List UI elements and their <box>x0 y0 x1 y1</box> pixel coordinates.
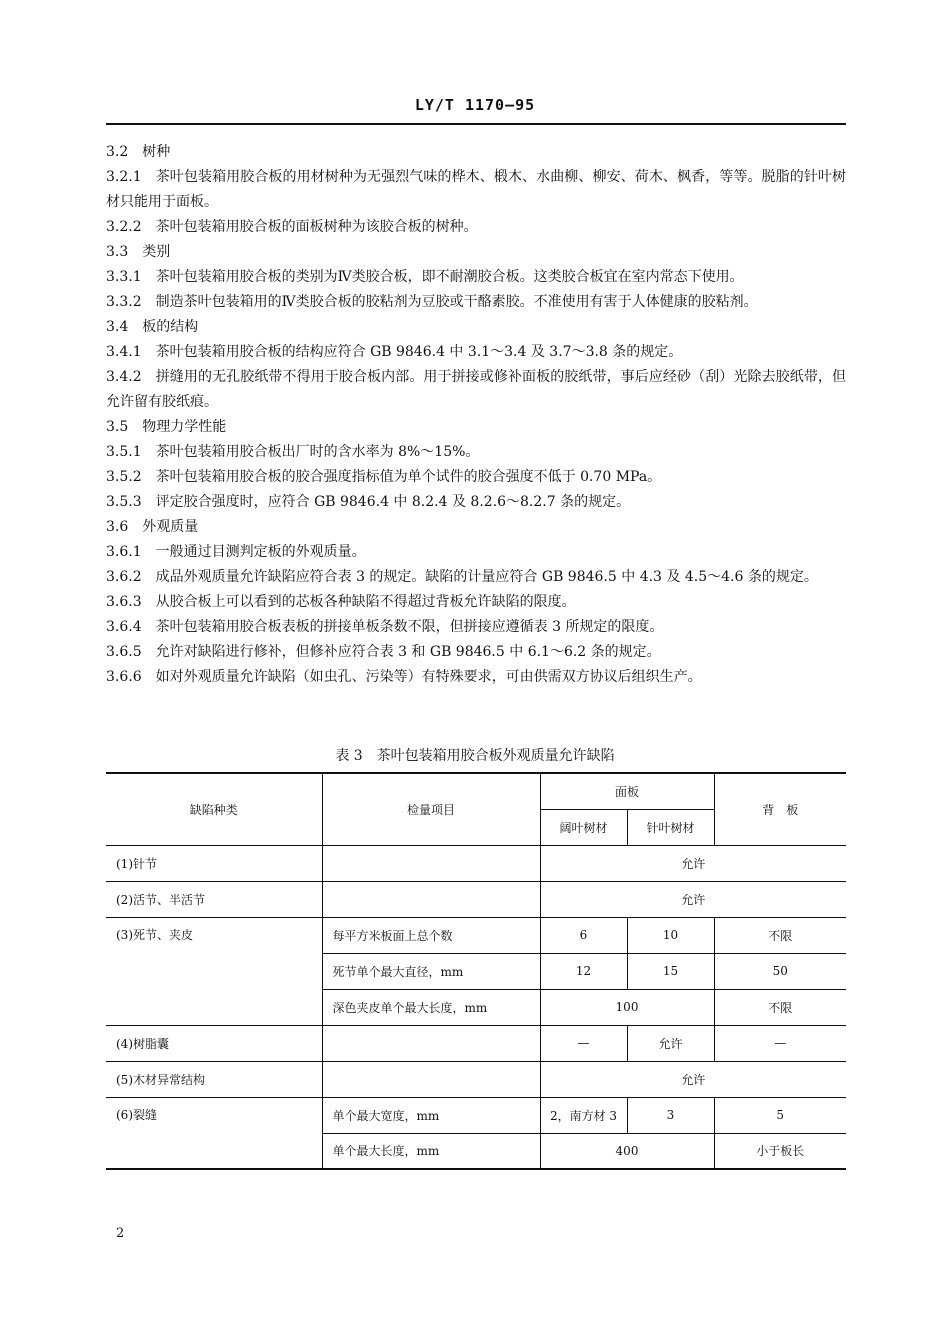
clause-number: 3.5.3 <box>106 494 142 510</box>
paragraph-3-2 <box>106 140 846 165</box>
clause-text: 一般通过目测判定板的外观质量。 <box>155 544 366 560</box>
paragraph-3-6-4 <box>106 615 846 640</box>
page-number: 2 <box>116 1226 125 1241</box>
face-cell: 100 <box>540 989 714 1025</box>
paragraph-3-6-2 <box>106 565 846 590</box>
clause-text: 茶叶包装箱用胶合板的胶合强度指标值为单个试件的胶合强度不低于 0.70 MPa。 <box>155 469 662 485</box>
clause-number: 3.5 <box>106 419 129 435</box>
paragraph-3-3-1 <box>106 265 846 290</box>
header-broadleaf: 阔叶树材 <box>540 809 627 845</box>
clause-text: 制造茶叶包装箱用的Ⅳ类胶合板的胶粘剂为豆胶或干酪素胶。不准使用有害于人体健康的胶粘剂。 <box>155 294 758 310</box>
paragraph-3-2-1 <box>106 165 846 215</box>
paragraph-3-6 <box>106 515 846 540</box>
clause-text: 允许对缺陷进行修补，但修补应符合表 3 和 GB 9846.5 中 6.1～6.2 条的规定。 <box>155 644 661 660</box>
inspection-item-cell <box>322 1061 540 1097</box>
broadleaf-cell: 12 <box>540 953 627 989</box>
header-face: 面板 <box>540 773 714 809</box>
back-cell: 小于板长 <box>714 1133 846 1169</box>
clause-text: 拼缝用的无孔胶纸带不得用于胶合板内部。用于拼接或修补面板的胶纸带，事后应经砂（刮）光除去胶纸带，但允许留有胶纸痕。 <box>106 369 846 410</box>
clause-number: 3.6.1 <box>106 544 142 560</box>
header-conifer: 针叶树材 <box>627 809 714 845</box>
header-inspection-item: 检量项目 <box>322 773 540 845</box>
paragraph-3-5-3 <box>106 490 846 515</box>
back-cell: 5 <box>714 1097 846 1133</box>
clause-text: 茶叶包装箱用胶合板出厂时的含水率为 8%～15%。 <box>155 444 480 460</box>
body-text <box>106 140 846 690</box>
paragraph-3-4-1 <box>106 340 846 365</box>
clause-text: 评定胶合强度时，应符合 GB 9846.4 中 8.2.4 及 8.2.6～8.2.7 条的规定。 <box>155 494 631 510</box>
defect-type-cell: (4)树脂囊 <box>106 1025 322 1061</box>
clause-number: 3.2 <box>106 144 129 160</box>
table-row <box>106 845 846 881</box>
inspection-item-cell <box>322 1025 540 1061</box>
inspection-item-cell: 死节单个最大直径，mm <box>322 953 540 989</box>
defect-type-cell: (3)死节、夹皮 <box>106 917 322 1025</box>
clause-number: 3.3.1 <box>106 269 142 285</box>
paragraph-3-5 <box>106 415 846 440</box>
header-rule <box>106 123 846 125</box>
standard-code-header: LY/T 1170—95 <box>414 96 536 114</box>
table-row <box>106 1025 846 1061</box>
conifer-cell: 3 <box>627 1097 714 1133</box>
clause-text: 成品外观质量允许缺陷应符合表 3 的规定。缺陷的计量应符合 GB 9846.5 中 4.3 及 4.5～4.6 条的规定。 <box>155 569 818 585</box>
clause-text: 从胶合板上可以看到的芯板各种缺陷不得超过背板允许缺陷的限度。 <box>155 594 576 610</box>
table-header-row <box>106 773 846 809</box>
table-row <box>106 917 846 953</box>
clause-text: 物理力学性能 <box>142 419 227 435</box>
defect-type-cell: (6)裂缝 <box>106 1097 322 1169</box>
clause-number: 3.6.4 <box>106 619 142 635</box>
paragraph-3-5-2 <box>106 465 846 490</box>
broadleaf-cell: 2，南方材 3 <box>540 1097 627 1133</box>
back-cell: 不限 <box>714 917 846 953</box>
inspection-item-cell <box>322 845 540 881</box>
face-cell: 400 <box>540 1133 714 1169</box>
inspection-item-cell: 单个最大宽度，mm <box>322 1097 540 1133</box>
clause-number: 3.3 <box>106 244 129 260</box>
clause-text: 茶叶包装箱用胶合板的类别为Ⅳ类胶合板，即不耐潮胶合板。这类胶合板宜在室内常态下使用。 <box>155 269 744 285</box>
table-row <box>106 1097 846 1133</box>
conifer-cell: 10 <box>627 917 714 953</box>
back-cell: — <box>714 1025 846 1061</box>
clause-text: 类别 <box>142 244 171 260</box>
clause-number: 3.2.1 <box>106 169 142 185</box>
clause-number: 3.6.6 <box>106 669 142 685</box>
table-caption: 表 3 茶叶包装箱用胶合板外观质量允许缺陷 <box>335 748 615 764</box>
clause-text: 茶叶包装箱用胶合板的结构应符合 GB 9846.4 中 3.1～3.4 及 3.7～3.8 条的规定。 <box>155 344 683 360</box>
defect-type-cell: (5)木材异常结构 <box>106 1061 322 1097</box>
inspection-item-cell: 每平方米板面上总个数 <box>322 917 540 953</box>
clause-text: 茶叶包装箱用胶合板的用材树种为无强烈气味的桦木、椴木、水曲柳、柳安、荷木、枫香，等等。脱脂的针叶树材只能用于面板。 <box>106 169 846 210</box>
table-row <box>106 881 846 917</box>
conifer-cell: 允许 <box>627 1025 714 1061</box>
table-row <box>106 1061 846 1097</box>
conifer-cell: 15 <box>627 953 714 989</box>
clause-number: 3.6.3 <box>106 594 142 610</box>
clause-number: 3.4.2 <box>106 369 142 385</box>
paragraph-3-6-5 <box>106 640 846 665</box>
inspection-item-cell: 单个最大长度，mm <box>322 1133 540 1169</box>
broadleaf-cell: — <box>540 1025 627 1061</box>
clause-number: 3.5.2 <box>106 469 142 485</box>
paragraph-3-6-1 <box>106 540 846 565</box>
defect-type-cell: (1)针节 <box>106 845 322 881</box>
clause-number: 3.5.1 <box>106 444 142 460</box>
value-cell: 允许 <box>540 845 846 881</box>
defect-type-cell: (2)活节、半活节 <box>106 881 322 917</box>
header-back: 背 板 <box>714 773 846 845</box>
clause-number: 3.6.5 <box>106 644 142 660</box>
paragraph-3-4 <box>106 315 846 340</box>
clause-number: 3.3.2 <box>106 294 142 310</box>
paragraph-3-5-1 <box>106 440 846 465</box>
paragraph-3-6-3 <box>106 590 846 615</box>
clause-text: 茶叶包装箱用胶合板表板的拼接单板条数不限，但拼接应遵循表 3 所规定的限度。 <box>155 619 664 635</box>
clause-text: 板的结构 <box>142 319 199 335</box>
clause-text: 外观质量 <box>142 519 199 535</box>
clause-number: 3.2.2 <box>106 219 142 235</box>
clause-number: 3.6.2 <box>106 569 142 585</box>
back-cell: 50 <box>714 953 846 989</box>
clause-number: 3.4 <box>106 319 129 335</box>
defects-table <box>106 772 846 1170</box>
broadleaf-cell: 6 <box>540 917 627 953</box>
value-cell: 允许 <box>540 1061 846 1097</box>
clause-text: 茶叶包装箱用胶合板的面板树种为该胶合板的树种。 <box>155 219 478 235</box>
inspection-item-cell <box>322 881 540 917</box>
inspection-item-cell: 深色夹皮单个最大长度，mm <box>322 989 540 1025</box>
paragraph-3-3 <box>106 240 846 265</box>
paragraph-3-3-2 <box>106 290 846 315</box>
paragraph-3-6-6 <box>106 665 846 690</box>
clause-text: 树种 <box>142 144 171 160</box>
clause-number: 3.6 <box>106 519 129 535</box>
value-cell: 允许 <box>540 881 846 917</box>
paragraph-3-4-2 <box>106 365 846 415</box>
paragraph-3-2-2 <box>106 215 846 240</box>
header-defect-type: 缺陷种类 <box>106 773 322 845</box>
back-cell: 不限 <box>714 989 846 1025</box>
clause-number: 3.4.1 <box>106 344 142 360</box>
clause-text: 如对外观质量允许缺陷（如虫孔、污染等）有特殊要求，可由供需双方协议后组织生产。 <box>155 669 702 685</box>
